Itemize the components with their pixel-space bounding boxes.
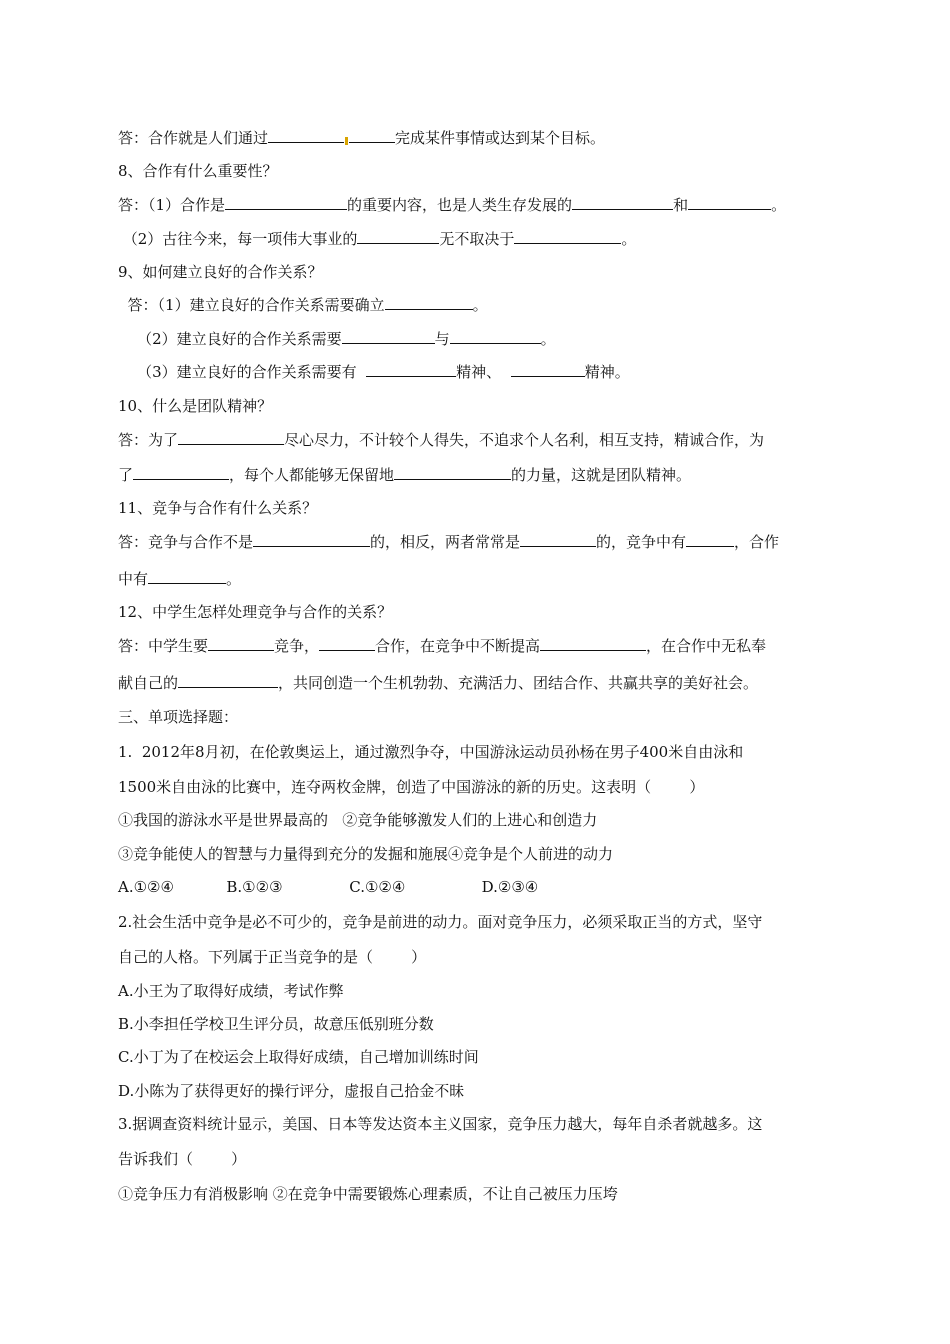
answer-9-2 (118, 329, 556, 349)
text: 。 (540, 330, 556, 348)
text: ，共同创造一个生机勃勃、充满活力、团结合作、共赢共享的美好社会。 (278, 674, 759, 692)
blank[interactable] (540, 636, 646, 651)
choice-2-option-b: B.小李担任学校卫生评分员，故意压低别班分数 (118, 1015, 434, 1033)
blank[interactable] (520, 532, 596, 547)
text: 的，相反，两者常常是 (370, 533, 521, 551)
answer-8-1 (118, 195, 786, 215)
text: 。 (621, 230, 637, 248)
text: 中有 (118, 570, 149, 588)
text: 答：合作就是人们通过 (118, 129, 269, 147)
text: 。 (226, 570, 242, 588)
answer-cooperation-definition (118, 128, 605, 148)
blank[interactable] (688, 195, 771, 210)
choice-2-option-c: C.小丁为了在校运会上取得好成绩，自己增加训练时间 (118, 1048, 479, 1066)
text: 尽心尽力，不计较个人得失，不追求个人名利，相互支持，精诚合作，为 (284, 431, 765, 449)
text: 精神、 (456, 363, 511, 381)
text: （2）建立良好的合作关系需要 (118, 330, 342, 348)
text: ，每个人都能够无保留地 (229, 466, 395, 484)
text: 精神。 (584, 363, 630, 381)
mark-icon (345, 137, 348, 145)
choice-1-statements-1: ①我国的游泳水平是世界最高的 ②竞争能够激发人们的上进心和创造力 (118, 811, 598, 829)
blank[interactable] (319, 636, 375, 651)
answer-10-1 (118, 430, 764, 450)
blank[interactable] (385, 295, 473, 310)
text: 答：中学生要 (118, 637, 209, 655)
text: 和 (673, 196, 689, 214)
choice-1-stem-2: 1500米自由泳的比赛中，连夺两枚金牌，创造了中国游泳的新的历史。这表明（ ） (118, 778, 705, 796)
choice-3-statements-1: ①竞争压力有消极影响 ②在竞争中需要锻炼心理素质，不让自己被压力压垮 (118, 1185, 618, 1203)
choice-1-options: A.①②④ B.①②③ C.①②④ D.②③④ (118, 878, 539, 896)
answer-12-2 (118, 673, 758, 693)
text: ，在合作中无私奉 (646, 637, 767, 655)
choice-3-stem-2: 告诉我们（ ） (118, 1150, 247, 1168)
text: ，合作 (734, 533, 780, 551)
text: 答：竞争与合作不是 (118, 533, 254, 551)
blank[interactable] (178, 673, 278, 688)
text: 的重要内容，也是人类生存发展的 (347, 196, 573, 214)
choice-2-stem-2: 自己的人格。下列属于正当竞争的是（ ） (118, 948, 427, 966)
text: 答：为了 (118, 431, 179, 449)
blank[interactable] (133, 465, 229, 480)
choice-1-stem-1: 1. 2012年8月初，在伦敦奥运上，通过激烈争夺，中国游泳运动员孙杨在男子400米自由泳和 (118, 743, 744, 761)
blank[interactable] (450, 329, 541, 344)
text: 了 (118, 466, 134, 484)
blank[interactable] (342, 329, 435, 344)
answer-11-1 (118, 532, 779, 552)
choice-3-stem-1: 3.据调查资料统计显示，美国、日本等发达资本主义国家，竞争压力越大，每年自杀者就越多。这 (118, 1115, 763, 1133)
answer-10-2 (118, 465, 691, 485)
text: 答：（1）建立良好的合作关系需要确立 (118, 296, 385, 314)
text: 答：（1）合作是 (118, 196, 226, 214)
blank[interactable] (349, 128, 395, 143)
blank[interactable] (225, 195, 347, 210)
choice-1-statements-2: ③竞争能使人的智慧与力量得到充分的发掘和施展④竞争是个人前进的动力 (118, 845, 614, 863)
text: 。 (472, 296, 488, 314)
text: 。 (771, 196, 787, 214)
answer-9-3 (118, 362, 630, 382)
blank[interactable] (686, 532, 734, 547)
blank[interactable] (511, 362, 585, 377)
choice-2-option-d: D.小陈为了获得更好的操行评分，虚报自己拾金不昧 (118, 1082, 465, 1100)
blank[interactable] (148, 569, 226, 584)
choice-2-stem-1: 2.社会生活中竞争是必不可少的，竞争是前进的动力。面对竞争压力，必须采取正当的方式，坚守 (118, 913, 763, 931)
answer-11-2 (118, 569, 241, 589)
question-10: 10、什么是团队精神？ (118, 397, 273, 415)
blank[interactable] (394, 465, 511, 480)
text: （2）古往今来，每一项伟大事业的 (118, 230, 358, 248)
blank[interactable] (253, 532, 370, 547)
question-12: 12、中学生怎样处理竞争与合作的关系？ (118, 603, 393, 621)
blank[interactable] (357, 229, 439, 244)
answer-12-1 (118, 636, 766, 656)
blank[interactable] (178, 430, 284, 445)
text: 的力量，这就是团队精神。 (511, 466, 692, 484)
blank[interactable] (572, 195, 673, 210)
blank[interactable] (514, 229, 621, 244)
text: 合作，在竞争中不断提高 (375, 637, 541, 655)
blank[interactable] (366, 362, 456, 377)
text: 献自己的 (118, 674, 179, 692)
text: 完成某件事情或达到某个目标。 (395, 129, 606, 147)
answer-8-2 (118, 229, 636, 249)
blank[interactable] (268, 128, 344, 143)
question-9: 9、如何建立良好的合作关系？ (118, 263, 323, 281)
text: 无不取决于 (439, 230, 515, 248)
choice-2-option-a: A.小王为了取得好成绩，考试作弊 (118, 982, 344, 1000)
question-11: 11、竞争与合作有什么关系？ (118, 499, 318, 517)
text: 竞争， (274, 637, 320, 655)
text: 与 (434, 330, 450, 348)
text: （3）建立良好的合作关系需要有 (118, 363, 367, 381)
text: 的，竞争中有 (596, 533, 687, 551)
answer-9-1 (118, 295, 488, 315)
section-3-heading: 三、单项选择题： (118, 708, 239, 726)
question-8: 8、合作有什么重要性？ (118, 162, 278, 180)
blank[interactable] (208, 636, 274, 651)
